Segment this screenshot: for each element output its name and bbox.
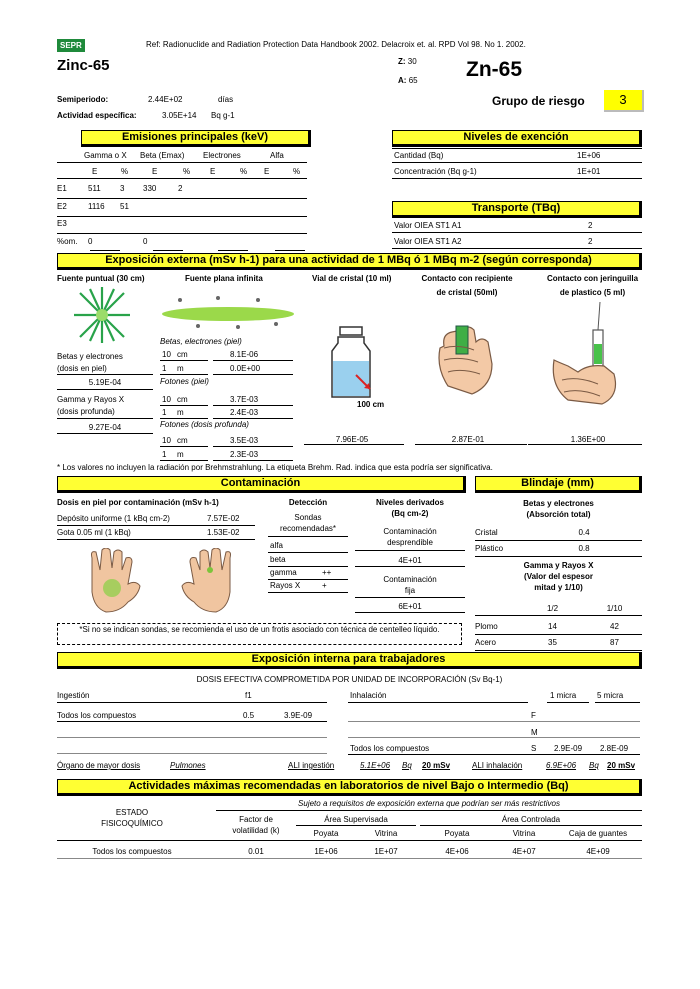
transport-row-value: 2 [588, 237, 593, 246]
inhalation-row-5-micron: 2.8E-09 [600, 744, 629, 753]
detection-sub-2: recomendadas* [279, 524, 337, 533]
z-value: 30 [407, 57, 417, 66]
a-value: 65 [408, 76, 418, 85]
ali-inhalation-value: 6.9E+06 [546, 761, 577, 770]
plane-source-icon [158, 294, 298, 330]
ali-ingestion-label: ALI ingestión [288, 761, 335, 770]
shield-gamma-half: 35 [548, 638, 557, 647]
emission-cell: 2 [178, 184, 183, 193]
sepr-logo-badge: SEPR [57, 39, 85, 52]
plane-row-distance: 1 [162, 408, 167, 417]
head-poyata-supervised: Poyata [313, 829, 339, 838]
probe-name: beta [270, 555, 286, 564]
plane-row-unit: m [177, 364, 184, 373]
transport-title: Transporte (TBq) [392, 201, 642, 218]
element-name: Zinc-65 [57, 57, 110, 74]
emission-group-1: Beta (Emax) [140, 151, 185, 160]
emission-row-label: E1 [57, 184, 67, 193]
emission-row-label: E2 [57, 202, 67, 211]
betas-label-1: Betas y electrones [57, 352, 123, 361]
plane-row-value: 3.7E-03 [230, 395, 259, 404]
max-activities-title: Actividades máximas recomendadas en laboratorios de nivel Bajo o Intermedio (Bq) [57, 779, 642, 796]
inhalation-type-s: S [531, 744, 537, 753]
inhalation-row-1-micron: 2.9E-09 [554, 744, 583, 753]
shield-gamma-title-2: (Valor del espesor [524, 572, 593, 581]
plane-row-distance: 1 [162, 450, 167, 459]
half-life-unit: días [218, 95, 234, 104]
head-vitrina-supervised: Vitrina [374, 829, 398, 838]
emission-subhead-3: % [183, 167, 191, 176]
derived-removable-1: Contaminación [383, 527, 437, 536]
plane-betas-title: Betas, electrones (piel) [160, 337, 242, 346]
exemption-row-value: 1E+01 [577, 167, 601, 176]
shield-gamma-tenth: 42 [610, 622, 619, 631]
max-row-poyata-supervised: 1E+06 [314, 847, 338, 856]
plane-row-value: 3.5E-03 [230, 436, 259, 445]
ali-ingestion-msv: 20 mSv [422, 761, 451, 770]
skin-row-value: 7.57E-02 [207, 514, 240, 523]
container-header-2: de cristal (50ml) [436, 288, 498, 297]
emission-subhead-4: E [210, 167, 216, 176]
derived-removable-2: desprendible [387, 538, 433, 547]
state-head-2: FISICOQUÍMICO [101, 819, 163, 828]
plane-row-distance: 10 [162, 350, 171, 359]
organ-value: Pulmones [170, 761, 206, 770]
emission-subhead-5: % [240, 167, 248, 176]
emission-row-label: E3 [57, 219, 67, 228]
probe-mark: ++ [322, 568, 332, 577]
max-row-vitrina-controlled: 4E+07 [512, 847, 536, 856]
emission-cell: 3 [120, 184, 125, 193]
ali-ingestion-value: 5.1E+06 [360, 761, 391, 770]
gamma-value: 9.27E-04 [88, 423, 122, 432]
nuclide-symbol: Zn-65 [466, 58, 523, 81]
inhalation-type-f: F [531, 711, 536, 720]
emission-row-label: %om. [57, 237, 78, 246]
controlled-area-head: Área Controlada [501, 815, 561, 824]
emission-cell: 1116 [88, 202, 105, 211]
emission-group-3: Alfa [270, 151, 284, 160]
probe-name: gamma [270, 568, 297, 577]
transport-row-label: Valor OIEA ST1 A2 [394, 237, 462, 246]
point-source-star-icon [62, 285, 142, 345]
derived-fixed-value: 6E+01 [398, 602, 422, 611]
a-label: A: [398, 76, 407, 85]
skin-row-label: Gota 0.05 ml (1 kBq) [57, 528, 131, 537]
emissions-title: Emisiones principales (keV) [81, 130, 311, 147]
max-row-glovebox-controlled: 4E+09 [586, 847, 610, 856]
shield-gamma-title-1: Gamma y Rayos X [523, 561, 594, 570]
emission-cell: 51 [120, 202, 129, 211]
derived-fixed-1: Contaminación [383, 575, 437, 584]
probe-name: Rayos X [270, 581, 301, 590]
detection-sub-1: Sondas [294, 513, 322, 522]
shield-gamma-label: Acero [475, 638, 496, 647]
container-header-1: Contacto con recipiente [421, 274, 513, 283]
plane-row-distance: 1 [162, 364, 167, 373]
plane-row-unit: cm [177, 436, 188, 445]
shielding-title: Blindaje (mm) [475, 476, 642, 493]
max-row-vitrina-supervised: 1E+07 [374, 847, 398, 856]
plane-row-unit: m [177, 450, 184, 459]
vial-distance: 100 cm [357, 400, 385, 409]
risk-group-label: Grupo de riesgo [492, 94, 585, 108]
ali-inhalation-msv: 20 mSv [607, 761, 636, 770]
hand-syringe-icon [548, 300, 638, 410]
plane-source-header: Fuente plana infinita [185, 274, 263, 283]
inhalation-row-label: Todos los compuestos [350, 744, 430, 753]
brehm-footnote: * Los valores no incluyen la radiación por Brehmstrahlung. La etiqueta Brehm. Rad. indica que esta podría ser significativa. [57, 463, 493, 472]
emission-cell: 0 [143, 237, 148, 246]
gamma-label-1: Gamma y Rayos X [57, 395, 125, 404]
ingestion-row-f1: 0.5 [243, 711, 255, 720]
half-life-label: Semiperiodo: [57, 95, 109, 104]
ingestion-row-value: 3.9E-09 [284, 711, 313, 720]
emission-subhead-2: E [152, 167, 158, 176]
shield-beta-label: Plástico [475, 544, 504, 553]
emission-cell: 330 [143, 184, 157, 193]
plane-row-distance: 10 [162, 436, 171, 445]
contamination-title: Contaminación [57, 476, 466, 493]
derived-title-1: Niveles derivados [375, 498, 445, 507]
half-life-value: 2.44E+02 [148, 95, 183, 104]
shield-beta-value: 0.4 [578, 528, 590, 537]
derived-removable-value: 4E+01 [398, 556, 422, 565]
head-poyata-controlled: Poyata [444, 829, 470, 838]
syringe-value: 1.36E+00 [570, 435, 606, 444]
derived-title-2: (Bq cm-2) [391, 509, 429, 518]
internal-exposure-title: Exposición interna para trabajadores [57, 652, 642, 669]
skin-row-label: Depósito uniforme (1 kBq cm-2) [57, 514, 170, 523]
container-value: 2.87E-01 [451, 435, 485, 444]
skin-dose-title: Dosis en piel por contaminación (mSv h-1) [57, 498, 219, 507]
max-row-poyata-controlled: 4E+06 [445, 847, 469, 856]
plane-row-distance: 10 [162, 395, 171, 404]
shield-beta-label: Cristal [475, 528, 498, 537]
reference-text: Ref: Radionuclide and Radiation Protection Data Handbook 2002. Delacroix et. al. RPD Vol 98. No 1. 2002. [146, 40, 526, 49]
vial-value: 7.96E-05 [335, 435, 369, 444]
plane-row-value: 2.3E-03 [230, 450, 259, 459]
z-label: Z: [398, 57, 406, 66]
factor-head-2: volatilidad (k) [232, 826, 280, 835]
probe-mark: + [322, 581, 327, 590]
shield-beta-value: 0.8 [578, 544, 590, 553]
emission-subhead-7: % [293, 167, 301, 176]
inhalation-head: Inhalación [350, 691, 387, 700]
shield-gamma-half: 14 [548, 622, 557, 631]
ali-ingestion-unit: Bq [402, 761, 412, 770]
gamma-label-2: (dosis profunda) [57, 407, 115, 416]
syringe-header-2: de plastico (5 ml) [559, 288, 626, 297]
shield-gamma-label: Plomo [475, 622, 498, 631]
exemption-row-label: Concentración (Bq g-1) [394, 167, 477, 176]
activity-unit: Bq g-1 [211, 111, 235, 120]
shield-head-half: 1/2 [546, 604, 559, 613]
f1-head: f1 [245, 691, 252, 700]
betas-label-2: (dosis en piel) [57, 364, 107, 373]
organ-label: Órgano de mayor dosis [57, 761, 141, 770]
state-head-1: ESTADO [115, 808, 149, 817]
shield-gamma-tenth: 87 [610, 638, 619, 647]
shield-head-tenth: 1/10 [606, 604, 623, 613]
probe-name: alfa [270, 541, 283, 550]
emission-group-2: Electrones [203, 151, 241, 160]
transport-row-label: Valor OIEA ST1 A1 [394, 221, 462, 230]
external-exposure-title: Exposición externa (mSv h-1) para una actividad de 1 MBq ó 1 MBq m-2 (según corresponda) [57, 253, 642, 270]
ali-inhalation-unit: Bq [589, 761, 599, 770]
head-glovebox-controlled: Caja de guantes [568, 829, 628, 838]
exemption-row-label: Cantidad (Bq) [394, 151, 444, 160]
transport-row-value: 2 [588, 221, 593, 230]
max-row-k: 0.01 [248, 847, 264, 856]
ingestion-head: Ingestión [57, 691, 90, 700]
supervised-area-head: Área Supervisada [324, 815, 388, 824]
plane-photons-skin-title: Fotones (piel) [160, 377, 209, 386]
shield-gamma-title-3: mitad y 1/10) [534, 583, 583, 592]
max-row-label: Todos los compuestos [92, 847, 172, 856]
contaminated-hand-right-icon [176, 548, 238, 614]
exemption-row-value: 1E+06 [577, 151, 601, 160]
probe-note: *Si no se indican sondas, se recomienda el uso de un frotis asociado con técnica de centelleo líquido. [57, 623, 462, 645]
emission-group-0: Gamma o X [84, 151, 127, 160]
risk-group-value: 3 [604, 90, 644, 112]
micron-5-head: 5 micra [597, 691, 624, 700]
emission-subhead-6: E [264, 167, 270, 176]
plane-row-value: 0.0E+00 [230, 364, 261, 373]
exemption-title: Niveles de exención [392, 130, 642, 147]
plane-row-unit: m [177, 408, 184, 417]
emission-cell: 511 [88, 184, 101, 193]
plane-photons-deep-title: Fotones (dosis profunda) [160, 420, 249, 429]
head-vitrina-controlled: Vitrina [512, 829, 536, 838]
ali-inhalation-label: ALI inhalación [472, 761, 523, 770]
point-source-header: Fuente puntual (30 cm) [57, 274, 145, 283]
shield-beta-title-2: (Absorción total) [526, 510, 591, 519]
betas-value: 5.19E-04 [88, 378, 122, 387]
contaminated-hand-left-icon [84, 548, 146, 614]
micron-1-head: 1 micra [550, 691, 577, 700]
plane-row-value: 2.4E-03 [230, 408, 259, 417]
plane-row-unit: cm [177, 395, 188, 404]
emission-cell: 0 [88, 237, 93, 246]
skin-row-value: 1.53E-02 [207, 528, 240, 537]
internal-subtitle: DOSIS EFECTIVA COMPROMETIDA POR UNIDAD DE INCORPORACIÓN (Sv Bq-1) [196, 675, 503, 684]
shield-beta-title-1: Betas y electrones [523, 499, 594, 508]
activity-value: 3.05E+14 [162, 111, 197, 120]
vial-header: Vial de cristal (10 ml) [312, 274, 392, 283]
plane-row-value: 8.1E-06 [230, 350, 259, 359]
activity-label: Actividad específica: [57, 111, 137, 120]
inhalation-type-m: M [531, 728, 538, 737]
emission-subhead-0: E [92, 167, 98, 176]
ingestion-row-label: Todos los compuestos [57, 711, 137, 720]
max-activities-subject: Sujeto a requisitos de exposición externa que podrían ser más restrictivos [298, 799, 560, 808]
derived-fixed-2: fija [404, 586, 416, 595]
detection-title: Detección [288, 498, 328, 507]
factor-head-1: Factor de [239, 815, 273, 824]
emission-subhead-1: % [121, 167, 129, 176]
syringe-header-1: Contacto con jeringuilla [546, 274, 639, 283]
glass-vial-icon [326, 325, 376, 401]
plane-row-unit: cm [177, 350, 188, 359]
hand-container-icon [430, 308, 500, 398]
